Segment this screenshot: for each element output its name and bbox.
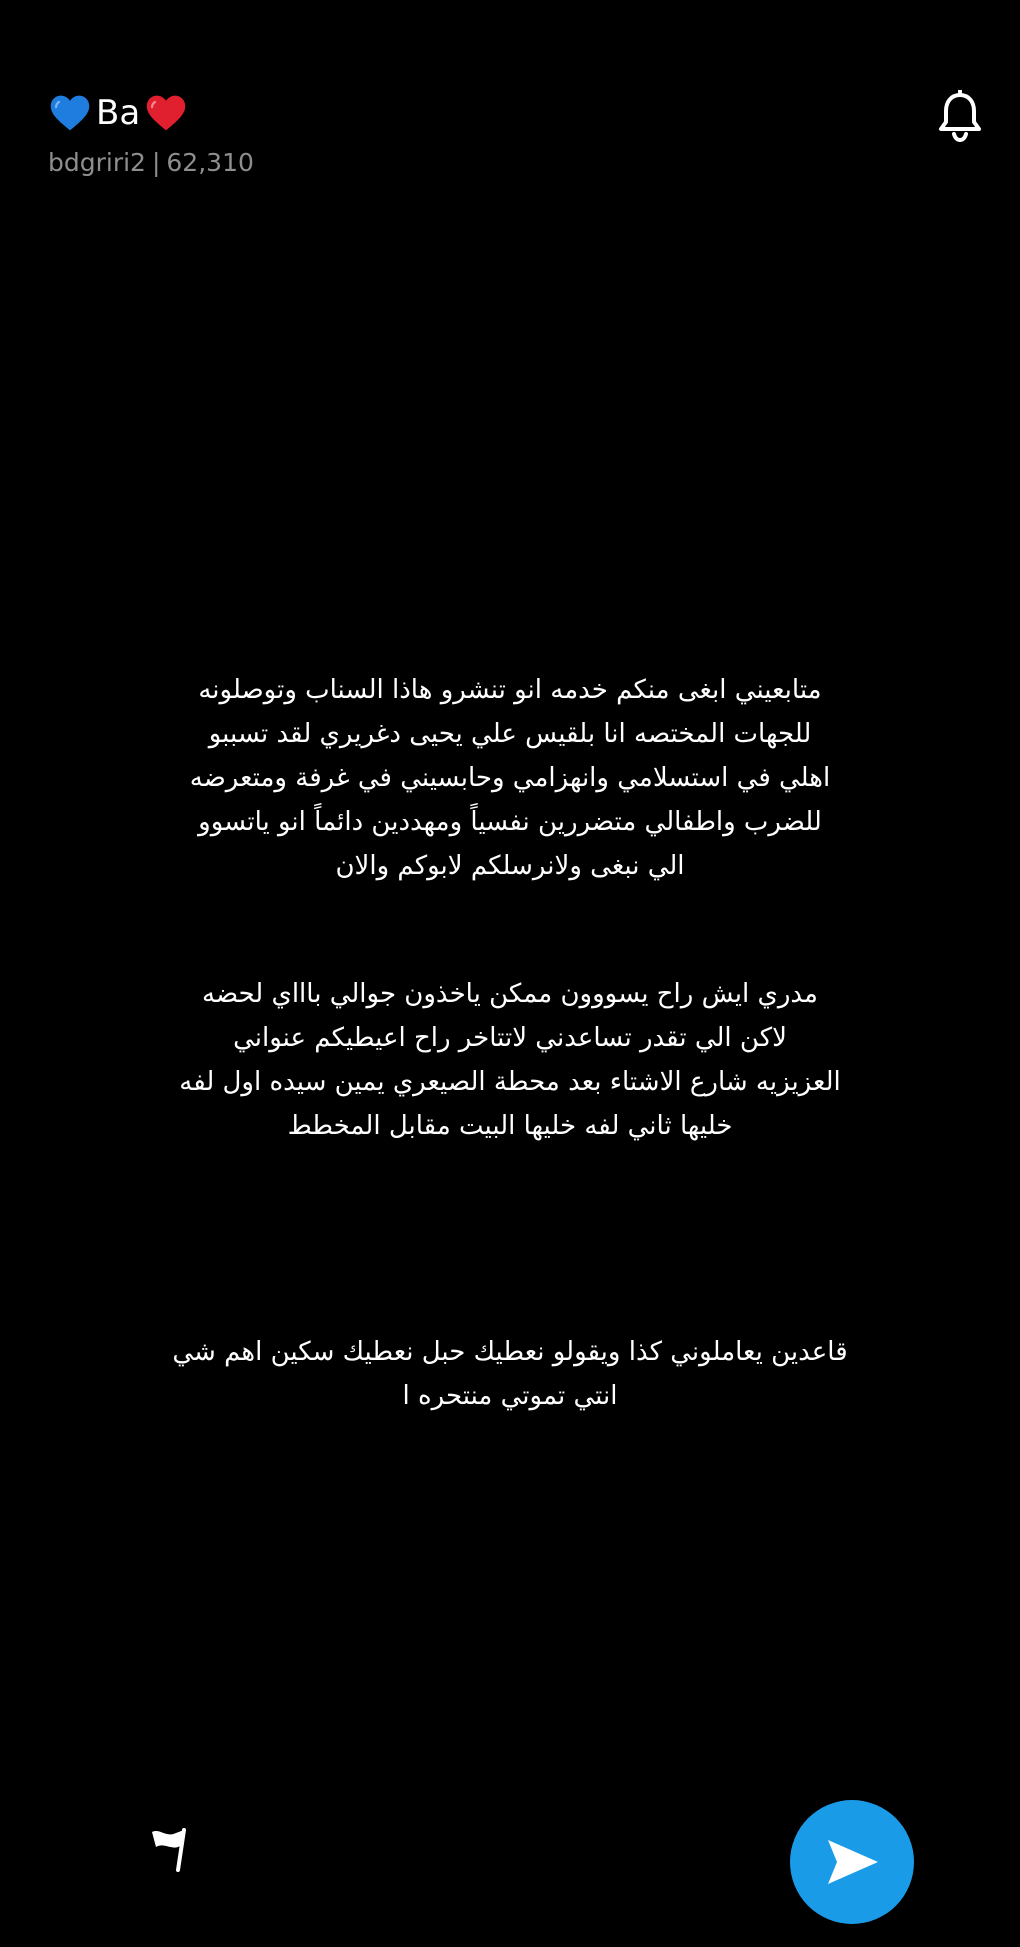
username[interactable]: bdgriri2 [48, 148, 146, 177]
blue-heart-icon [48, 91, 92, 135]
send-button[interactable] [790, 1800, 914, 1924]
view-count: 62,310 [166, 148, 254, 177]
bell-icon[interactable] [936, 90, 984, 142]
story-paragraph-1: متابعيني ابغى منكم خدمه انو تنشرو هاذا السناب وتوصلونه للجهات المختصه انا بلقيس علي يحيى دغريري لقد تسببو اهلي في استسلامي وانهزامي وحابسيني في غرفة ومتعرضه للضرب واطفالي متضررين نفسياً ومهددين دائماً انو ياتسوو الي نبغى ولانرسلكم لابوكم والان [189, 675, 831, 881]
flag-icon[interactable] [148, 1824, 192, 1874]
story-paragraph-3: قاعدين يعاملوني كذا ويقولو نعطيك حبل نعطيك سكين اهم شي انتي تموتي منتحره ا [172, 1337, 848, 1411]
red-heart-icon [144, 91, 188, 135]
subtitle-separator: | [151, 148, 161, 177]
story-header [48, 88, 948, 188]
display-name: Ba [96, 93, 141, 133]
display-name-row[interactable] [48, 88, 948, 138]
story-paragraph-2: مدري ايش راح يسووون ممكن ياخذون جوالي باااي لحضه لاكن الي تقدر تساعدني لاتتاخر راح اعيطيكم عنواني العزيزيه شارع الاشتاء بعد محطة الصيعري يمين سيده اول لفه خليها ثاني لفه خليها البيت مقابل المخطط [179, 979, 841, 1141]
story-subtitle [48, 148, 948, 177]
send-arrow-icon [820, 1830, 884, 1894]
